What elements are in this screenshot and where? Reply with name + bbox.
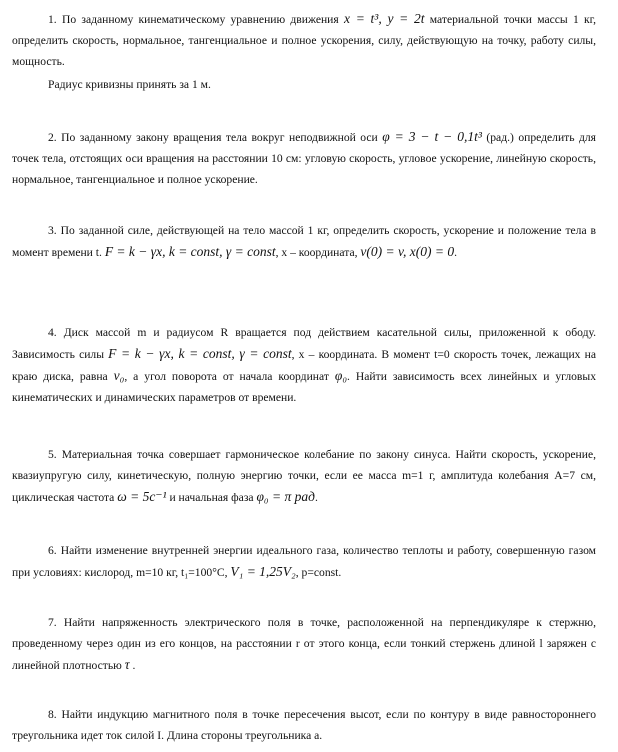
problem-2: [12, 126, 596, 190]
problem-5: [12, 444, 596, 508]
problem-5-paragraph: [12, 444, 596, 508]
problem-6-paragraph: [12, 540, 596, 583]
problem-8: [12, 704, 596, 746]
problem-3-initial-conditions: v(0) = v, x(0) = 0: [360, 244, 455, 259]
problem-1-formula: x = t³, y = 2t: [343, 11, 425, 26]
problem-3-paragraph: [12, 220, 596, 263]
problem-1-text: 1. По заданному кинематическому уравнению движения: [48, 13, 339, 26]
problem-3-text-end: .: [454, 246, 457, 259]
problem-4-formula: F = k − γx, k = const, γ = const: [108, 346, 292, 361]
problem-2-text-cont: (рад.) определить для точек тела, отстоящих оси вращения на расстоянии 10 см: угловую скорость, угловое ускорение, линейную скорость, нормальное, тангенциальное и полное ускорение.: [12, 131, 596, 186]
problem-2-paragraph: [12, 126, 596, 190]
problem-3-text: 3. По заданной силе, действующей на тело массой 1 кг, определить скорость, ускорение и положение тела в момент времени t.: [12, 224, 596, 259]
problem-4-initial-angle: φ₀: [334, 368, 348, 383]
problem-3-text-cont: , x – координата,: [275, 246, 358, 259]
problem-7: [12, 612, 596, 676]
problem-4-text-cont-2: , а угол поворота от начала координат: [124, 370, 329, 383]
problem-7-text-end: .: [132, 659, 136, 672]
problem-8-paragraph: [12, 704, 596, 746]
problem-6-text: 6. Найти изменение внутренней энергии идеального газа, количество теплоты и работу, совершенную газом при условиях: кислород, m=10 кг, t₁=100°C,: [12, 544, 596, 579]
problem-5-phase-formula: φ₀ = π рад: [256, 489, 315, 504]
problem-8-text: 8. Найти индукцию магнитного поля в точке пересечения высот, если по контуру в виде равностороннего треугольника идет ток силой I. Длина стороны треугольника a.: [12, 708, 596, 742]
problem-7-density-symbol: τ: [124, 657, 130, 672]
problem-2-text: 2. По заданному закону вращения тела вокруг неподвижной оси: [48, 131, 378, 144]
problem-1: [12, 8, 596, 95]
problem-4-text-cont: , x – координата. В момент t=0 скорость точек, лежащих на краю диска, равна: [12, 348, 596, 383]
problem-1-paragraph: [12, 8, 596, 72]
problem-4-text-end: . Найти зависимость всех линейных и угловых кинематических и динамических параметров от времени.: [12, 370, 596, 404]
problem-5-frequency-formula: ω = 5c⁻¹: [117, 489, 167, 504]
problem-4: [12, 322, 596, 408]
problem-4-text: 4. Диск массой m и радиусом R вращается под действием касательной силы, приложенной к ободу. Зависимость силы: [12, 326, 596, 361]
problem-1-text-cont: материальной точки массы 1 кг, определить скорость, нормальное, тангенциальное и полное ускорения, силу, действующую на точку, работу силы, мощность.: [12, 13, 596, 68]
problem-1-note: Радиус кривизны принять за 1 м.: [48, 78, 211, 91]
problem-2-formula: φ = 3 − t − 0,1t³: [382, 129, 482, 144]
problem-6-volume-formula: V₁ = 1,25V₂: [230, 564, 296, 579]
problem-5-text: 5. Материальная точка совершает гармоническое колебание по закону синуса. Найти скорость, ускорение, квазиупругую силу, кинетическую, полную энергию точки, если ее масса m=1 г, амплитуда колебания A=7 см, циклическая частота: [12, 448, 596, 504]
problem-6: [12, 540, 596, 583]
problem-3-formula: F = k − γx, k = const, γ = const: [104, 244, 276, 259]
problem-5-text-cont: и начальная фаза: [169, 491, 254, 504]
problem-4-initial-velocity: v₀: [113, 368, 125, 383]
problem-4-paragraph: [12, 322, 596, 408]
problem-3: [12, 220, 596, 263]
problem-7-paragraph: [12, 612, 596, 676]
problem-7-text: 7. Найти напряженность электрического поля в точке, расположенной на перпендикуляре к стержню, проведенному через один из его концов, на расстоянии r от этого конца, если тонкий стержень длиной l заряжен с линейной плотностью: [12, 616, 596, 672]
problem-5-text-end: .: [314, 491, 318, 504]
problem-6-text-end: , p=const.: [295, 566, 342, 579]
